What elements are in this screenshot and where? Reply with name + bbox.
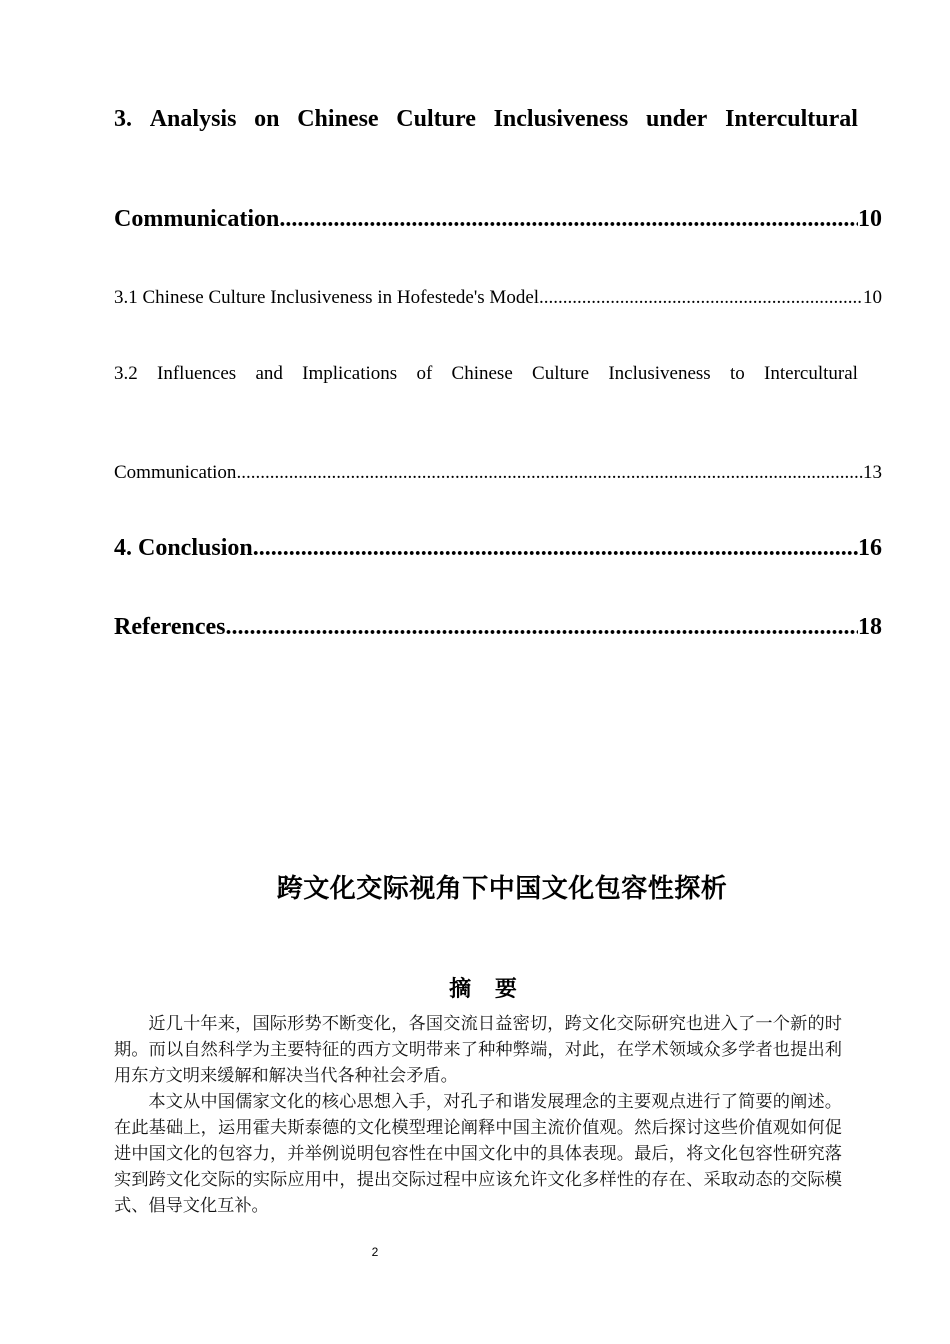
toc-page-number: 13 xyxy=(863,462,882,483)
toc-word: on xyxy=(254,106,280,132)
abstract-heading: 摘 要 xyxy=(449,977,525,1002)
toc-page-number: 18 xyxy=(858,614,882,640)
toc-word: 3.2 xyxy=(114,363,138,384)
toc-section-3-line1[interactable] xyxy=(114,106,858,133)
toc-word: Inclusiveness xyxy=(608,363,711,384)
toc-word: Chinese xyxy=(451,363,513,384)
toc-word: under xyxy=(645,106,708,132)
toc-entry-text: 4. Conclusion xyxy=(114,535,253,561)
toc-section-3-2-line2[interactable] xyxy=(114,462,882,484)
toc-word: Implications xyxy=(302,363,398,384)
toc-leader-dots xyxy=(279,206,858,233)
toc-references[interactable] xyxy=(114,614,882,641)
toc-entry-text: References xyxy=(114,614,226,640)
toc-entry-text: Communication xyxy=(114,462,237,483)
chinese-title: 跨文化交际视角下中国文化包容性探析 xyxy=(276,874,728,904)
toc-word: 3. xyxy=(114,106,132,132)
toc-leader-dots xyxy=(236,462,863,484)
abstract-paragraph: 近几十年来，国际形势不断变化，各国交流日益密切，跨文化交际研究也进入了一个新的时期。而以自然科学为主要特征的西方文明带来了种种弊端，对此，在学术领域众多学者也提出利用东方文明来缓解和解决当代各种社会矛盾。 xyxy=(114,1014,842,1086)
toc-word: of xyxy=(416,363,433,384)
toc-word: Culture xyxy=(532,363,590,384)
toc-page-number: 16 xyxy=(858,535,882,561)
toc-section-3-1[interactable] xyxy=(114,287,882,309)
toc-section-3-2-line1[interactable] xyxy=(114,363,858,385)
abstract-paragraph: 本文从中国儒家文化的核心思想入手，对孔子和谐发展理念的主要观点进行了简要的阐述。在此基础上，运用霍夫斯泰德的文化模型理论阐释中国主流价值观。然后探讨这些价值观如何促进中国文化的包容力，并举例说明包容性在中国文化中的具体表现。最后，将文化包容性研究落实到跨文化交际的实际应用中，提出交际过程中应该允许文化多样性的存在、采取动态的交际模式、倡导文化互补。 xyxy=(114,1092,842,1216)
toc-word: Analysis xyxy=(149,106,237,132)
abstract-body xyxy=(114,1011,842,1219)
page-number: 2 xyxy=(371,1245,379,1259)
toc-page-number: 10 xyxy=(863,287,882,308)
toc-section-4[interactable] xyxy=(114,535,882,562)
toc-word: Inclusiveness xyxy=(493,106,629,132)
toc-word: Chinese xyxy=(297,106,379,132)
toc-leader-dots xyxy=(539,287,863,309)
toc-entry-text: Communication xyxy=(114,206,280,232)
toc-word: Culture xyxy=(396,106,476,132)
toc-word: Intercultural xyxy=(725,106,858,132)
toc-entry-text: 3.1 Chinese Culture Inclusiveness in Hofestede's Model xyxy=(114,287,540,308)
toc-section-3-line2[interactable] xyxy=(114,206,882,233)
toc-word: Intercultural xyxy=(764,363,858,384)
toc-page-number: 10 xyxy=(858,206,882,232)
toc-word: Influences xyxy=(157,363,237,384)
toc-word: to xyxy=(729,363,745,384)
toc-leader-dots xyxy=(226,614,859,641)
toc-word: and xyxy=(255,363,283,384)
toc-leader-dots xyxy=(253,535,858,562)
